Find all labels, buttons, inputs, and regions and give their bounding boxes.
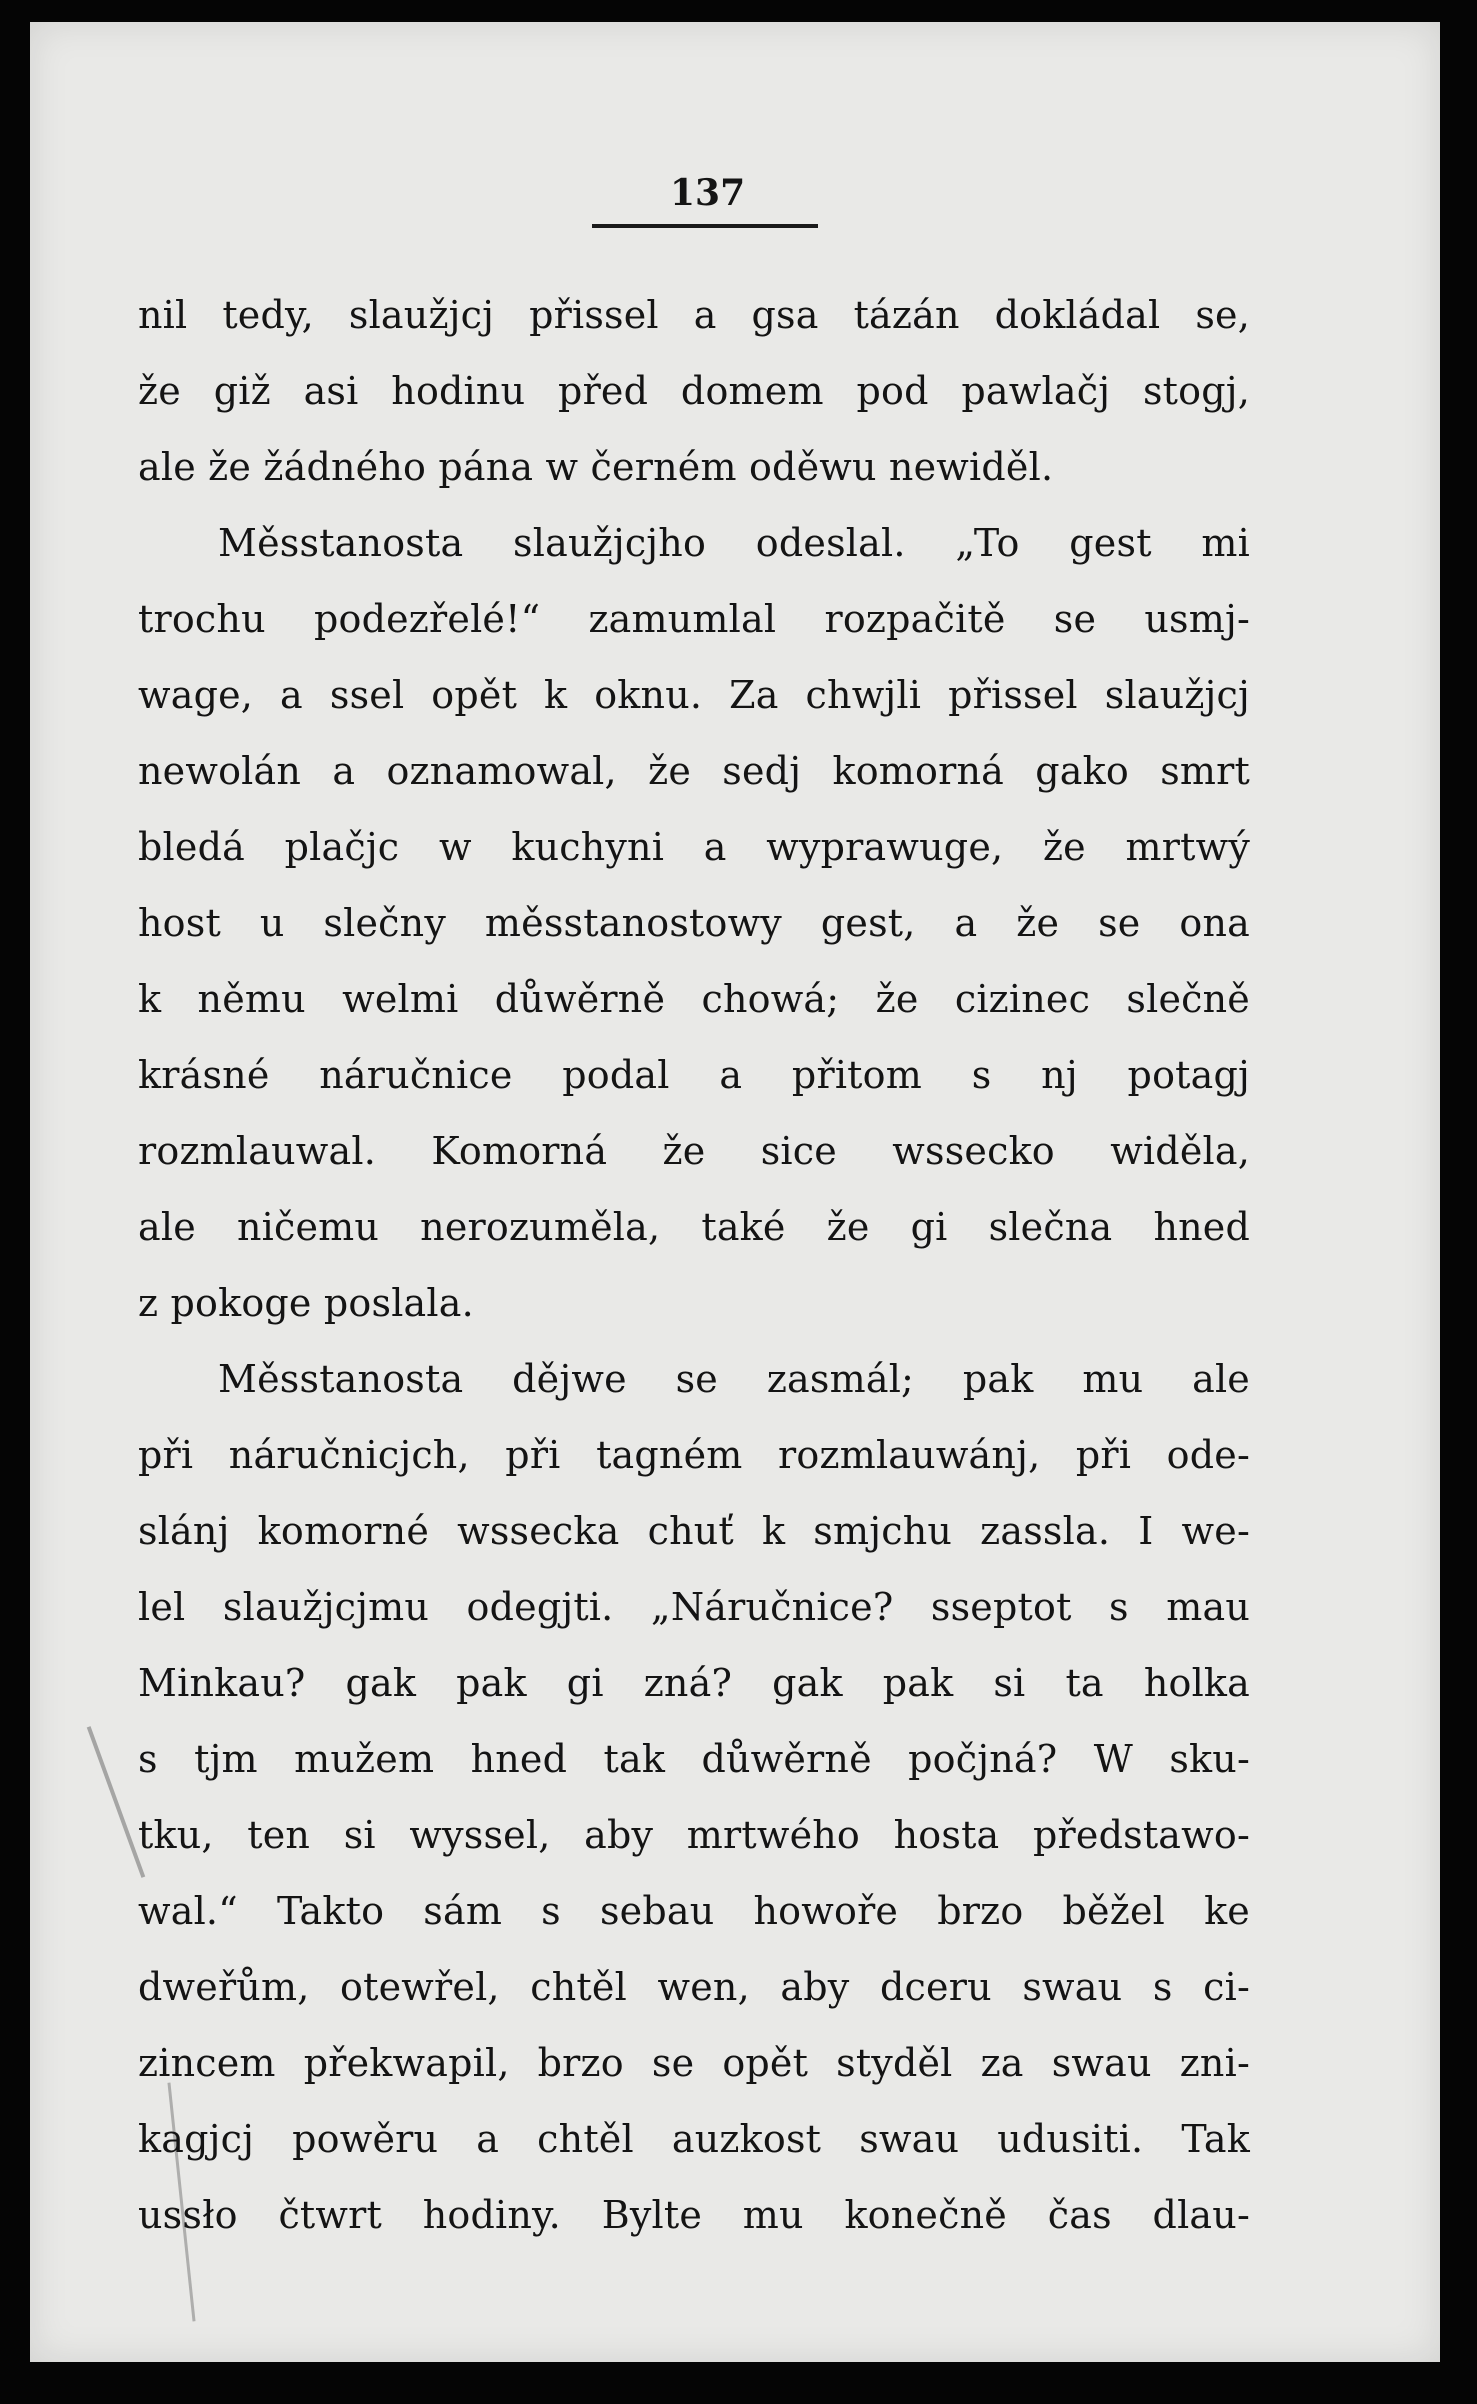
text-line: slánj komorné wssecka chuť k smjchu zassla. I we- [138,1509,1250,1553]
text-line: Měsstanosta slaužjcjho odeslal. „To gest mi [218,521,1250,565]
text-line: rozmlauwal. Komorná že sice wssecko widěla, [138,1129,1250,1173]
text-line: zincem překwapil, brzo se opět styděl za swau zni- [138,2041,1250,2085]
body-text [138,277,1250,2253]
margin-mark [87,1726,145,1878]
header-rule [592,224,818,228]
text-line: kagjcj powěru a chtěl auzkost swau udusiti. Tak [138,2117,1250,2161]
text-line: že giž asi hodinu před domem pod pawlačj stogj, [138,369,1250,413]
text-line: nil tedy, slaužjcj přissel a gsa tázán dokládal se, [138,293,1250,337]
book-page [30,22,1440,2362]
page-number: 137 [670,172,746,214]
text-line: k němu welmi důwěrně chowá; že cizinec slečně [138,977,1250,1021]
text-line: při náručnicjch, při tagném rozmlauwánj, při ode- [138,1433,1250,1477]
text-line: ale ničemu nerozuměla, také že gi slečna hned [138,1205,1250,1249]
text-line: tku, ten si wyssel, aby mrtwého hosta předstawo- [138,1813,1250,1857]
text-line: s tjm mužem hned tak důwěrně počjná? W sku- [138,1737,1250,1781]
text-line: ale že žádného pána w černém oděwu newiděl. [138,445,1054,489]
text-line: host u slečny měsstanostowy gest, a že se ona [138,901,1250,945]
text-line: z pokoge poslala. [138,1281,474,1325]
text-line: wage, a ssel opět k oknu. Za chwjli přissel slaužjcj [138,673,1250,717]
text-line: dweřům, otewřel, chtěl wen, aby dceru swau s ci- [138,1965,1250,2009]
text-line: ussło čtwrt hodiny. Bylte mu konečně čas dlau- [138,2193,1250,2237]
text-line: Měsstanosta dějwe se zasmál; pak mu ale [218,1357,1250,1401]
text-line: wal.“ Takto sám s sebau howoře brzo běžel ke [138,1889,1250,1933]
text-line: newolán a oznamowal, že sedj komorná gako smrt [138,749,1250,793]
text-line: trochu podezřelé!“ zamumlal rozpačitě se usmj- [138,597,1250,641]
text-line: krásné náručnice podal a přitom s nj potagj [138,1053,1250,1097]
text-line: bledá plačjc w kuchyni a wyprawuge, že mrtwý [138,825,1250,869]
text-line: lel slaužjcjmu odegjti. „Náručnice? sseptot s mau [138,1585,1250,1629]
text-line: Minkau? gak pak gi zná? gak pak si ta holka [138,1661,1250,1705]
